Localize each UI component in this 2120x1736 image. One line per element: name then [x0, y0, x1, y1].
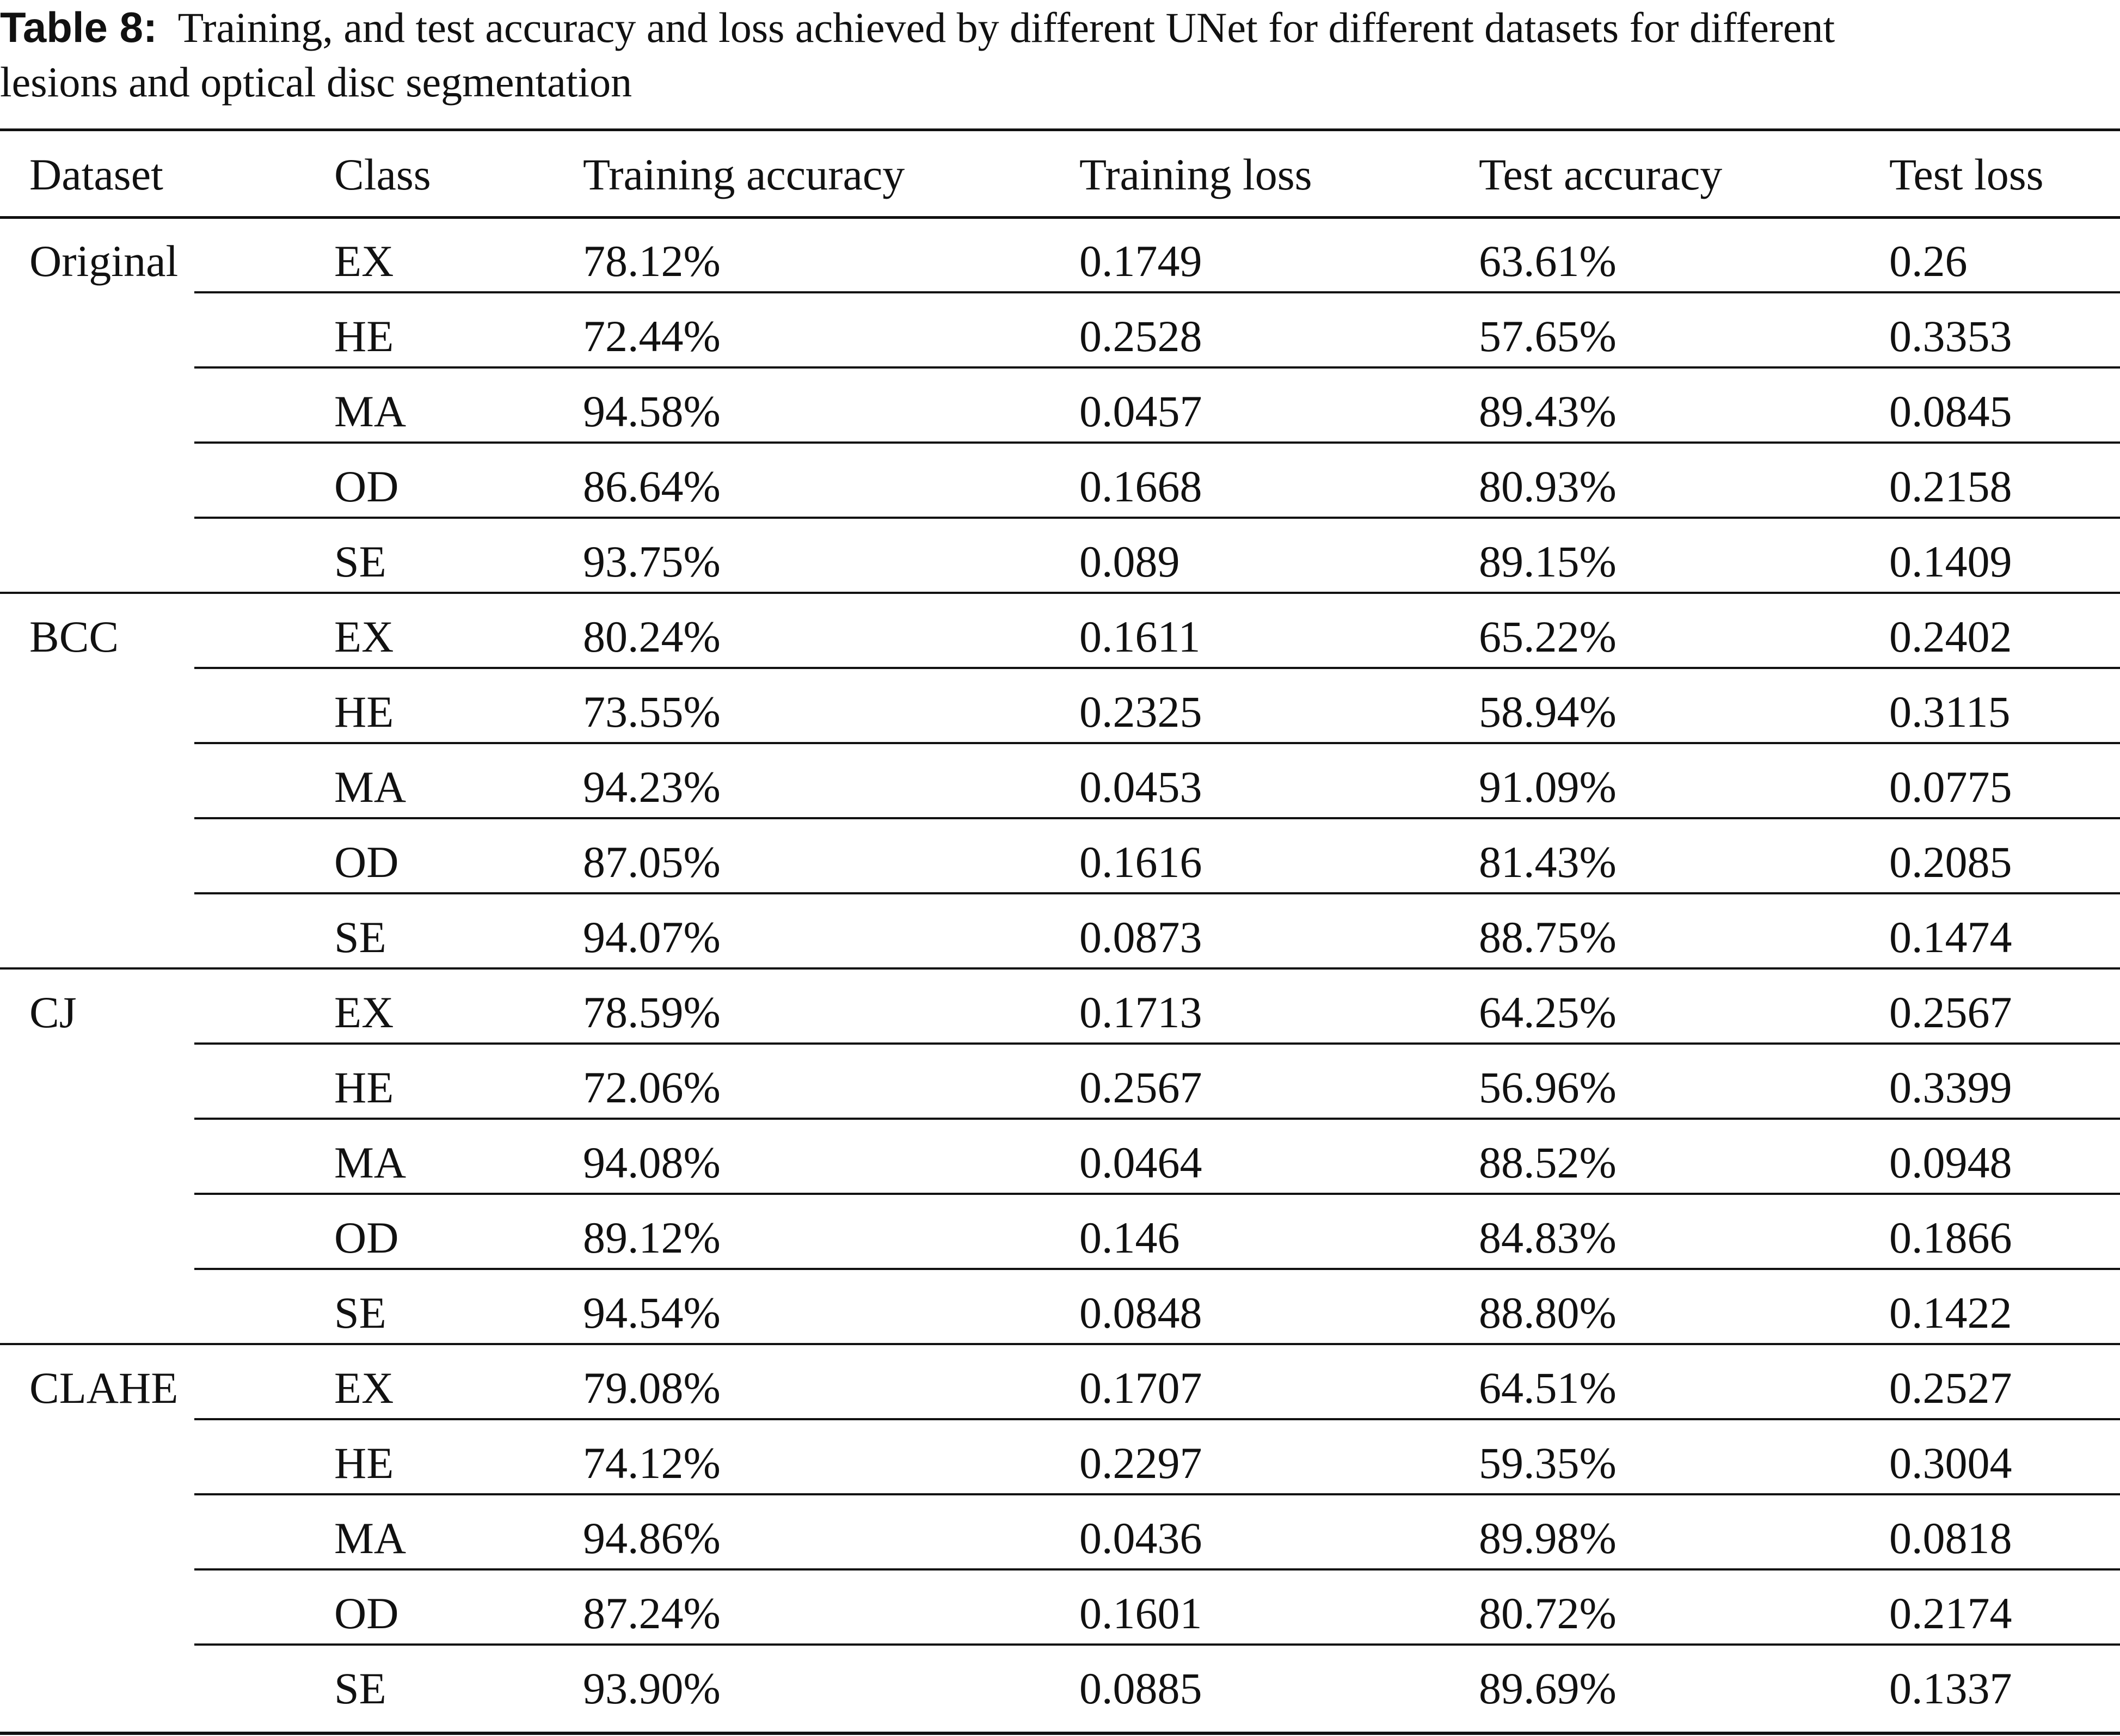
header-dataset: Dataset	[29, 150, 163, 199]
row-separator-rule	[194, 1193, 2120, 1195]
cell-test-loss: 0.2158	[1889, 462, 2012, 511]
row-separator-rule	[194, 1493, 2120, 1495]
cell-training-loss: 0.1707	[1079, 1363, 1202, 1413]
cell-class: OD	[334, 1213, 399, 1262]
cell-training-loss: 0.0436	[1079, 1513, 1202, 1563]
cell-training-accuracy: 78.12%	[583, 236, 721, 286]
cell-training-loss: 0.1601	[1079, 1588, 1202, 1638]
cell-training-loss: 0.1611	[1079, 612, 1201, 661]
cell-training-accuracy: 72.44%	[583, 311, 721, 361]
row-separator-rule	[194, 1118, 2120, 1120]
cell-class: HE	[334, 1438, 394, 1488]
cell-test-loss: 0.1409	[1889, 537, 2012, 586]
cell-test-loss: 0.0948	[1889, 1138, 2012, 1187]
caption-label: Table 8:	[0, 3, 157, 51]
cell-class: SE	[334, 1288, 386, 1338]
cell-test-loss: 0.0775	[1889, 762, 2012, 812]
cell-training-accuracy: 87.05%	[583, 837, 721, 887]
row-separator-rule	[194, 892, 2120, 894]
cell-class: SE	[334, 912, 386, 962]
cell-test-loss: 0.2527	[1889, 1363, 2012, 1413]
cell-dataset: CLAHE	[29, 1363, 179, 1413]
cell-class: MA	[334, 387, 407, 436]
table-header-rule	[0, 216, 2120, 219]
cell-training-loss: 0.1616	[1079, 837, 1202, 887]
cell-test-loss: 0.2174	[1889, 1588, 2012, 1638]
caption-line-1	[0, 0, 2120, 55]
cell-training-accuracy: 87.24%	[583, 1588, 721, 1638]
cell-training-loss: 0.1668	[1079, 462, 1202, 511]
cell-training-loss: 0.2567	[1079, 1063, 1202, 1112]
cell-test-accuracy: 57.65%	[1479, 311, 1617, 361]
header-test-accuracy: Test accuracy	[1479, 150, 1723, 199]
cell-class: EX	[334, 987, 394, 1037]
cell-test-loss: 0.1474	[1889, 912, 2012, 962]
cell-training-loss: 0.0885	[1079, 1664, 1202, 1713]
cell-test-accuracy: 89.43%	[1479, 387, 1617, 436]
cell-test-accuracy: 81.43%	[1479, 837, 1617, 887]
cell-training-accuracy: 74.12%	[583, 1438, 721, 1488]
cell-test-accuracy: 56.96%	[1479, 1063, 1617, 1112]
row-separator-rule	[194, 291, 2120, 293]
cell-test-loss: 0.2402	[1889, 612, 2012, 661]
cell-test-accuracy: 89.15%	[1479, 537, 1617, 586]
cell-test-loss: 0.3353	[1889, 311, 2012, 361]
table-top-rule	[0, 128, 2120, 131]
group-separator-rule	[0, 592, 2120, 594]
caption-text-line-1: Training, and test accuracy and loss achieved by different UNet for different datasets for different	[177, 4, 1835, 51]
cell-test-loss: 0.2085	[1889, 837, 2012, 887]
cell-test-accuracy: 64.51%	[1479, 1363, 1617, 1413]
row-separator-rule	[194, 366, 2120, 369]
cell-test-loss: 0.1422	[1889, 1288, 2012, 1338]
cell-test-loss: 0.3399	[1889, 1063, 2012, 1112]
cell-class: OD	[334, 1588, 399, 1638]
cell-dataset: CJ	[29, 987, 77, 1037]
caption-line-2: lesions and optical disc segmentation	[0, 58, 632, 106]
cell-test-loss: 0.26	[1889, 236, 1968, 286]
cell-class: OD	[334, 837, 399, 887]
cell-class: OD	[334, 462, 399, 511]
cell-test-loss: 0.1337	[1889, 1664, 2012, 1713]
row-separator-rule	[194, 1568, 2120, 1571]
cell-training-accuracy: 73.55%	[583, 687, 721, 737]
cell-training-accuracy: 80.24%	[583, 612, 721, 661]
cell-training-loss: 0.0848	[1079, 1288, 1202, 1338]
cell-class: MA	[334, 1513, 407, 1563]
row-separator-rule	[194, 517, 2120, 519]
cell-class: SE	[334, 1664, 386, 1713]
group-separator-rule	[0, 967, 2120, 970]
cell-training-loss: 0.1713	[1079, 987, 1202, 1037]
cell-test-loss: 0.3004	[1889, 1438, 2012, 1488]
table-caption	[0, 0, 2120, 109]
cell-class: HE	[334, 1063, 394, 1112]
cell-class: MA	[334, 762, 407, 812]
header-class: Class	[334, 150, 431, 199]
cell-training-accuracy: 93.75%	[583, 537, 721, 586]
cell-dataset: Original	[29, 236, 179, 286]
table-bottom-rule	[0, 1732, 2120, 1735]
cell-test-accuracy: 84.83%	[1479, 1213, 1617, 1262]
header-test-loss: Test loss	[1889, 150, 2044, 199]
cell-training-loss: 0.2297	[1079, 1438, 1202, 1488]
cell-class: EX	[334, 236, 394, 286]
cell-training-accuracy: 94.58%	[583, 387, 721, 436]
cell-training-loss: 0.089	[1079, 537, 1180, 586]
cell-training-loss: 0.1749	[1079, 236, 1202, 286]
cell-test-accuracy: 59.35%	[1479, 1438, 1617, 1488]
cell-class: HE	[334, 687, 394, 737]
cell-test-accuracy: 91.09%	[1479, 762, 1617, 812]
row-separator-rule	[194, 1268, 2120, 1270]
row-separator-rule	[194, 1418, 2120, 1420]
cell-class: SE	[334, 537, 386, 586]
cell-training-loss: 0.0873	[1079, 912, 1202, 962]
cell-training-accuracy: 94.08%	[583, 1138, 721, 1187]
cell-test-accuracy: 80.93%	[1479, 462, 1617, 511]
row-separator-rule	[194, 1042, 2120, 1045]
cell-test-accuracy: 88.75%	[1479, 912, 1617, 962]
cell-class: HE	[334, 311, 394, 361]
cell-training-accuracy: 94.54%	[583, 1288, 721, 1338]
cell-training-accuracy: 94.07%	[583, 912, 721, 962]
row-separator-rule	[194, 742, 2120, 744]
row-separator-rule	[194, 817, 2120, 819]
cell-test-accuracy: 89.69%	[1479, 1664, 1617, 1713]
cell-training-accuracy: 78.59%	[583, 987, 721, 1037]
cell-test-accuracy: 63.61%	[1479, 236, 1617, 286]
cell-test-loss: 0.1866	[1889, 1213, 2012, 1262]
group-separator-rule	[0, 1343, 2120, 1345]
cell-training-loss: 0.0453	[1079, 762, 1202, 812]
cell-test-loss: 0.0818	[1889, 1513, 2012, 1563]
cell-training-loss: 0.0457	[1079, 387, 1202, 436]
row-separator-rule	[194, 441, 2120, 444]
row-separator-rule	[194, 1643, 2120, 1646]
header-training-accuracy: Training accuracy	[583, 150, 905, 199]
cell-training-accuracy: 89.12%	[583, 1213, 721, 1262]
cell-class: EX	[334, 1363, 394, 1413]
cell-training-accuracy: 72.06%	[583, 1063, 721, 1112]
header-training-loss: Training loss	[1079, 150, 1312, 199]
row-separator-rule	[194, 667, 2120, 669]
cell-training-accuracy: 94.86%	[583, 1513, 721, 1563]
cell-training-loss: 0.2528	[1079, 311, 1202, 361]
cell-dataset: BCC	[29, 612, 119, 661]
cell-training-loss: 0.0464	[1079, 1138, 1202, 1187]
cell-training-accuracy: 93.90%	[583, 1664, 721, 1713]
cell-training-accuracy: 86.64%	[583, 462, 721, 511]
cell-test-accuracy: 89.98%	[1479, 1513, 1617, 1563]
cell-test-accuracy: 88.52%	[1479, 1138, 1617, 1187]
cell-test-loss: 0.0845	[1889, 387, 2012, 436]
cell-training-loss: 0.2325	[1079, 687, 1202, 737]
cell-test-accuracy: 80.72%	[1479, 1588, 1617, 1638]
cell-test-accuracy: 65.22%	[1479, 612, 1617, 661]
cell-test-loss: 0.2567	[1889, 987, 2012, 1037]
cell-class: MA	[334, 1138, 407, 1187]
cell-test-accuracy: 58.94%	[1479, 687, 1617, 737]
cell-test-accuracy: 88.80%	[1479, 1288, 1617, 1338]
cell-training-accuracy: 94.23%	[583, 762, 721, 812]
cell-test-loss: 0.3115	[1889, 687, 2011, 737]
cell-class: EX	[334, 612, 394, 661]
cell-training-loss: 0.146	[1079, 1213, 1180, 1262]
cell-training-accuracy: 79.08%	[583, 1363, 721, 1413]
cell-test-accuracy: 64.25%	[1479, 987, 1617, 1037]
